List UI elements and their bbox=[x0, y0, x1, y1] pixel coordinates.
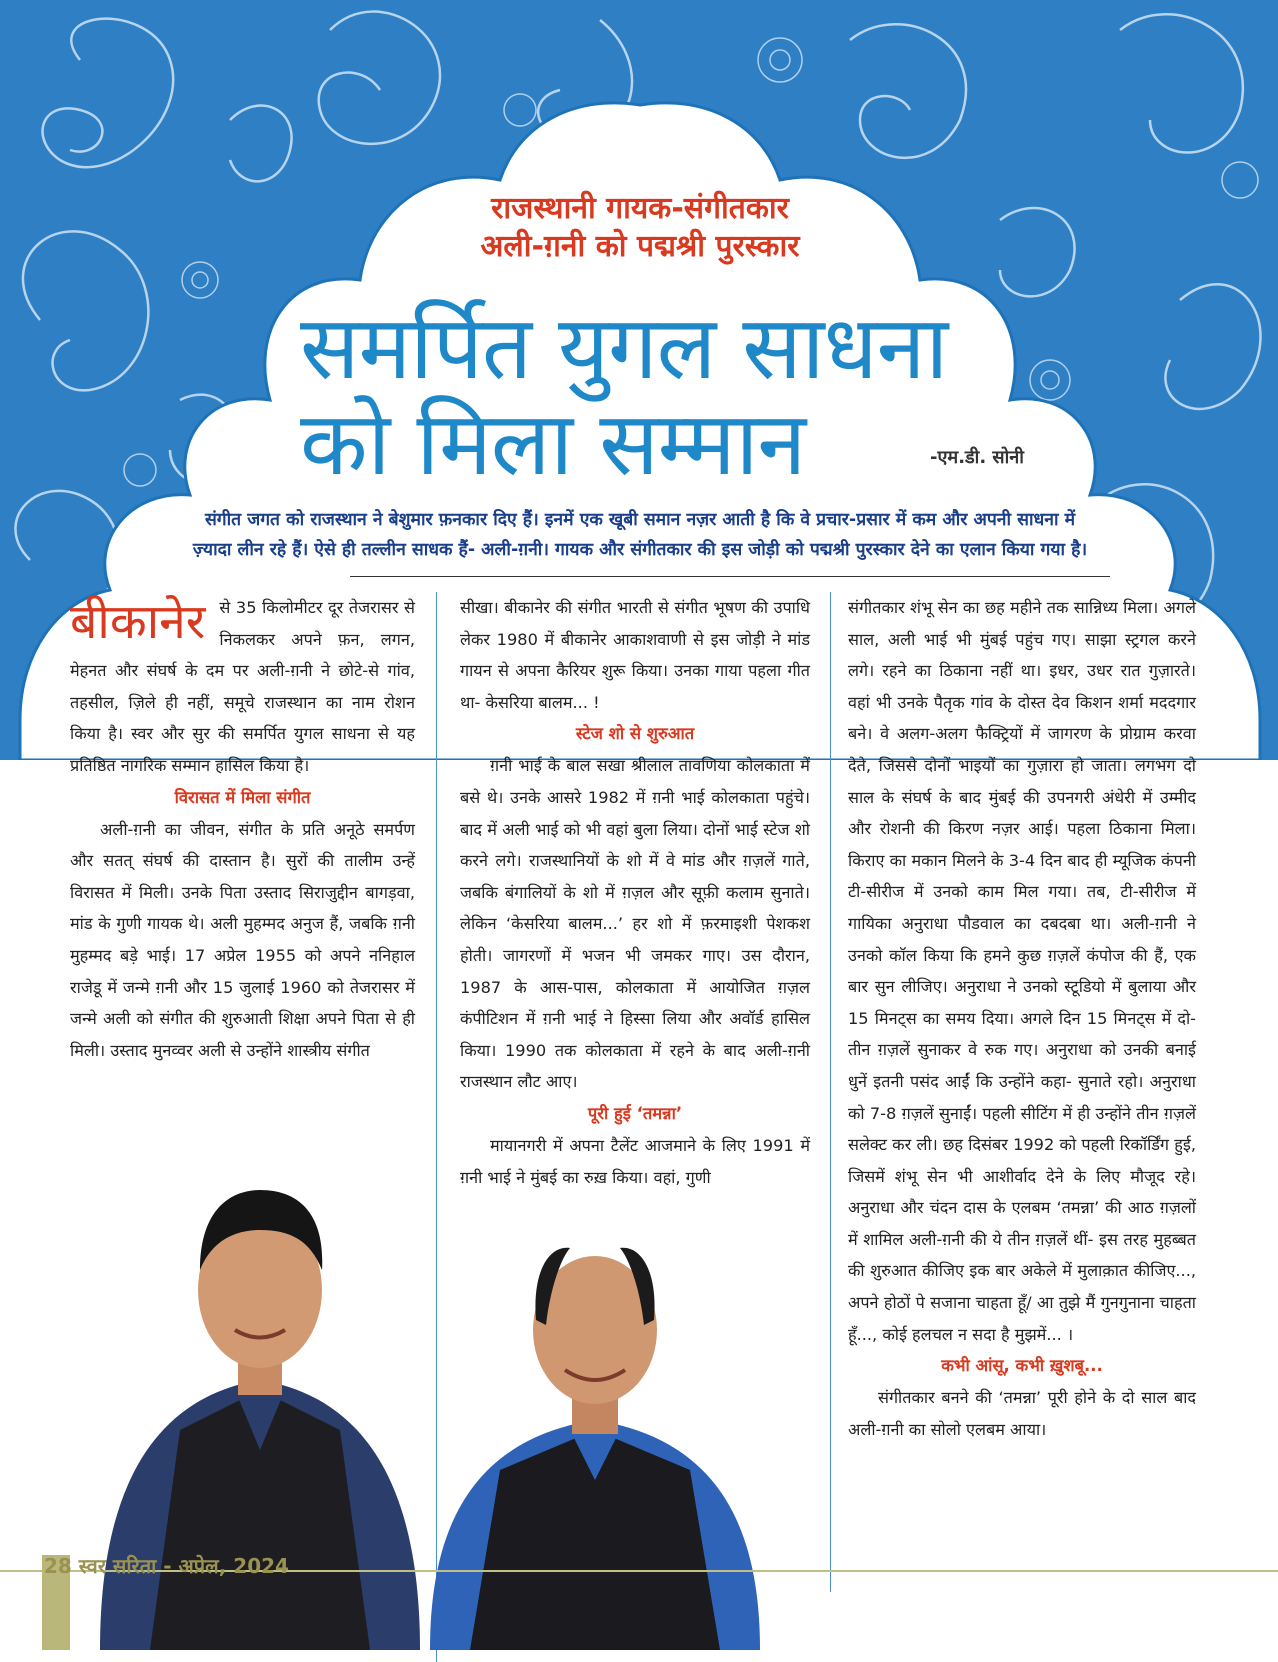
kicker-line-1: राजस्थानी गायक-संगीतकार bbox=[491, 191, 789, 226]
col2-paragraph-3: मायानगरी में अपना टैलेंट आजमाने के लिए 1991 में ग़नी भाई ने मुंबई का रुख़ किया। वहां, गुणी bbox=[460, 1135, 810, 1187]
subheading-virasat: विरासत में मिला संगीत bbox=[174, 787, 311, 807]
article-column-3 bbox=[848, 592, 1196, 1445]
col2-paragraph-1: सीखा। बीकानेर की संगीत भारती से संगीत भूषण की उपाधि लेकर 1980 में बीकानेर आकाशवाणी से इस जोड़ी ने मांड गायन से अपना कैरियर शुरू किया। उनका गाया पहला गीत था- केसरिया बालम... ! bbox=[460, 598, 810, 712]
title-line-1: समर्पित युगल साधना bbox=[300, 296, 948, 399]
page-footer: 28 स्वर सरिता - अप्रेल, 2024 bbox=[44, 1554, 289, 1578]
kicker-heading bbox=[330, 190, 950, 266]
person-right bbox=[430, 1248, 760, 1650]
subheading-stage-show: स्टेज शो से शुरुआत bbox=[575, 724, 695, 744]
person-left bbox=[100, 1190, 420, 1650]
intro-divider bbox=[350, 576, 1110, 577]
intro-line-1: संगीत जगत को राजस्थान ने बेशुमार फ़नकार दिए हैं। इनमें एक खूबी समान नज़र आती है कि वे प्रचार-प्रसार में कम और अपनी साधना में bbox=[204, 510, 1076, 530]
dropcap-word: बीकानेर bbox=[70, 594, 206, 650]
col3-paragraph-1: संगीतकार शंभू सेन का छह महीने तक सान्निध्य मिला। अगले साल, अली भाई भी मुंबई पहुंच गए। साझा स्ट्रगल करने लगे। रहने का ठिकाना नहीं था। इधर, उधर रात गुज़ारते। वहां भी उनके पैतृक गांव के दोस्त देव किशन शर्मा मददगार बने। वे अलग-अलग फैक्ट्रियों में जागरण के प्रोग्राम करवा देते, जिससे दोनों भाइयों का गुज़ारा हो जाता। लगभग दो साल के संघर्ष के बाद मुंबई की उपनगरी अंधेरी में उम्मीद और रोशनी की किरण नज़र आई। पहला ठिकाना मिला। किराए का मकान मिलने के 3-4 दिन बाद ही म्यूजिक कंपनी टी-सीरीज में उनको काम मिल गया। तब, टी-सीरीज में गायिका अनुराधा पौडवाल का दबदबा था। अली-ग़नी ने उनको कॉल किया कि हमने कुछ ग़ज़लें कंपोज की हैं, एक बार सुन लीजिए। अनुराधा ने उनको स्टूडियो में बुलाया और 15 मिनट्स का समय दिया। अगले दिन 15 मिनट्स में दो-तीन ग़ज़लें सुनाकर वे रुक गए। अनुराधा को उनकी बनाई धुनें इतनी पसंद आईं कि उन्होंने कहा- सुनाते रहो। अनुराधा को 7-8 ग़ज़लें सुनाईं। पहली सीटिंग में ही उन्होंने तीन ग़ज़लें सलेक्ट कर ली। छह दिसंबर 1992 को पहली रिकॉर्डिंग हुई, जिसमें शंभू सेन भी आशीर्वाद देने के लिए मौजूद रहे। अनुराधा और चंदन दास के एलबम ‘तमन्ना’ की आठ ग़ज़लों में शामिल अली-ग़नी की ये तीन ग़ज़लें थीं- इस तरह मुहब्बत की शुरुआत कीजिए इक बार अकेले में मुलाक़ात कीजिए..., अपने होठों पे सजाना चाहता हूँ/ आ तुझे मैं गुनगुनाना चाहता हूँ..., कोई हलचल न सदा है मुझमें... । bbox=[848, 598, 1196, 1344]
article-column-2 bbox=[460, 592, 810, 1193]
column-divider-2 bbox=[830, 592, 831, 1592]
author-byline: -एम.डी. सोनी bbox=[930, 447, 1024, 468]
col1-paragraph-1: से 35 किलोमीटर दूर तेजरासर से निकलकर अपने फ़न, लगन, मेहनत और संघर्ष के दम पर अली-ग़नी ने छोटे-से गांव, तहसील, ज़िले ही नहीं, समूचे राजस्थान का नाम रोशन किया है। स्वर और सुर की समर्पित युगल साधना से यह प्रतिष्ठित नागरिक सम्मान हासिल किया है। bbox=[70, 598, 415, 775]
col3-paragraph-2: संगीतकार बनने की ‘तमन्ना’ पूरी होने के दो साल बाद अली-ग़नी का सोलो एलबम आया। bbox=[848, 1388, 1196, 1439]
subheading-tamanna: पूरी हुई ‘तमन्ना’ bbox=[587, 1103, 683, 1123]
kicker-line-2: अली-ग़नी को पद्मश्री पुरस्कार bbox=[480, 229, 800, 264]
title-line-2: को मिला सम्मान bbox=[300, 392, 806, 495]
col1-paragraph-2: अली-ग़नी का जीवन, संगीत के प्रति अनूठे समर्पण और सतत् संघर्ष की दास्तान है। सुरों की तालीम उन्हें विरासत में मिली। उनके पिता उस्ताद सिराजुद्दीन बागड़वा, मांड के गुणी गायक थे। अली मुहम्मद अनुज हैं, जबकि ग़नी मुहम्मद बड़े भाई। 17 अप्रेल 1955 को अपने ननिहाल राजेडू में जन्मे ग़नी और 15 जुलाई 1960 को तेजरासर में जन्मे अली को संगीत की शुरुआती शिक्षा अपने पिता से ही मिली। उस्ताद मुनव्वर अली से उन्होंने शास्त्रीय संगीत bbox=[70, 819, 415, 1060]
col2-paragraph-2: ग़नी भाई के बाल सखा श्रीलाल तावणिया कोलकाता में बसे थे। उनके आसरे 1982 में ग़नी भाई कोलकाता पहुंचे। बाद में अली भाई को भी वहां बुला लिया। दोनों भाई स्टेज शो करने लगे। राजस्थानियों के शो में वे मांड और ग़ज़लें गाते, जबकि बंगालियों के शो में ग़ज़ल और सूफ़ी कलाम सुनाते। लेकिन ‘केसरिया बालम...’ हर शो में फ़रमाइशी पेशकश होती। जागरणों में भजन भी जमकर गाए। उस दौरान, 1987 के आस-पास, कोलकाता में आयोजित ग़ज़ल कंपीटिशन में ग़नी भाई ने हिस्सा लिया और अवॉर्ड हासिल किया। 1990 तक कोलकाता में रहने के बाद अली-ग़नी राजस्थान लौट आए। bbox=[460, 756, 810, 1092]
page-title bbox=[300, 296, 1020, 495]
article-column-1 bbox=[70, 592, 415, 1066]
subheading-kabhi-aansu: कभी आंसू, कभी ख़ुशबू... bbox=[941, 1356, 1103, 1376]
intro-line-2: ज़्यादा लीन रहे हैं। ऐसे ही तल्लीन साधक हैं- अली-ग़नी। गायक और संगीतकार की इस जोड़ी को पद्मश्री पुरस्कार देने का एलान किया गया है। bbox=[192, 540, 1088, 560]
intro-paragraph bbox=[95, 505, 1185, 565]
